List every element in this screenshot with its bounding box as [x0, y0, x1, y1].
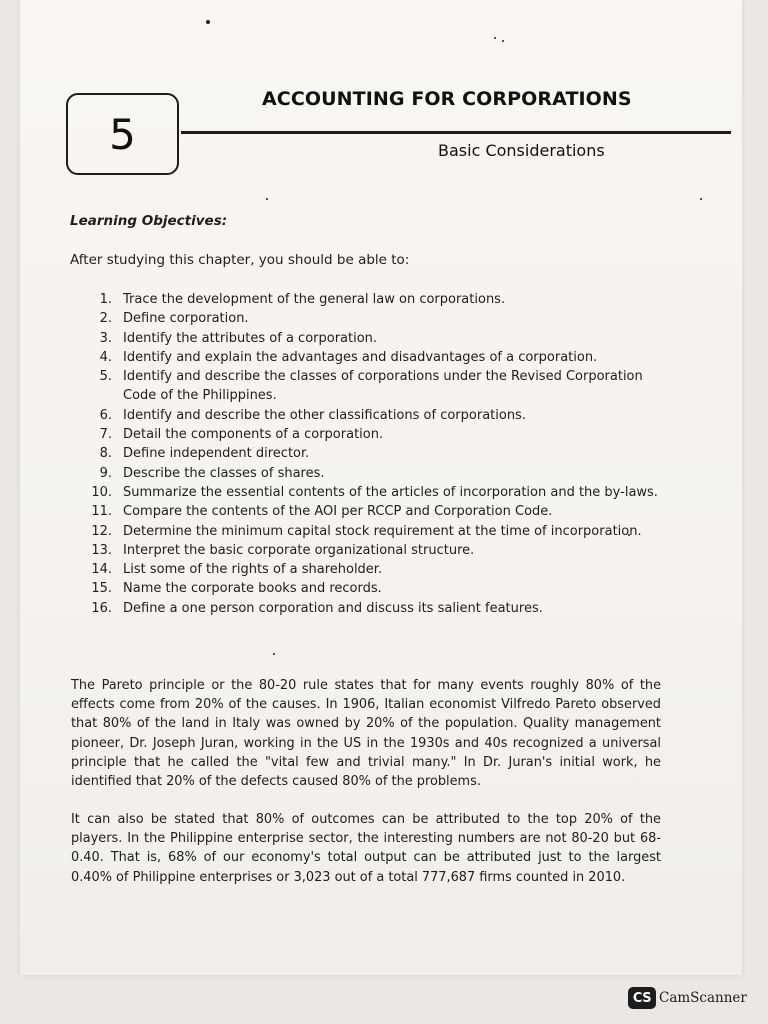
- chapter-number: 5: [109, 109, 136, 159]
- objective-text: List some of the rights of a shareholder.: [123, 562, 383, 578]
- objective-number: 7.: [99, 427, 112, 443]
- chapter-subtitle: Basic Considerations: [438, 141, 605, 160]
- objective-item: [78, 444, 668, 463]
- objective-item: [78, 425, 668, 444]
- objective-item: [78, 464, 668, 483]
- objective-item: [78, 599, 668, 618]
- objective-number: 15.: [91, 581, 112, 597]
- objective-text: Determine the minimum capital stock requirement at the time of incorporation.: [123, 523, 642, 539]
- objective-item: [78, 522, 668, 541]
- objective-item: [78, 290, 668, 309]
- objective-number: 14.: [91, 562, 112, 578]
- objective-text: Identify the attributes of a corporation.: [123, 330, 378, 346]
- objective-item: [78, 406, 668, 425]
- learning-objectives-list: [78, 290, 668, 618]
- objective-text: Interpret the basic corporate organizational structure.: [123, 542, 475, 558]
- scan-speck: [494, 37, 496, 39]
- objective-item: [78, 348, 668, 367]
- objective-text: Define corporation.: [123, 311, 249, 327]
- objective-text: Summarize the essential contents of the articles of incorporation and the by-laws.: [123, 484, 658, 500]
- objective-item: [78, 367, 668, 406]
- objective-number: 11.: [91, 504, 112, 520]
- objective-text: Compare the contents of the AOI per RCCP and Corporation Code.: [123, 504, 553, 520]
- objective-number: 4.: [99, 349, 112, 365]
- learning-objectives-intro: After studying this chapter, you should be able to:: [70, 252, 410, 268]
- objective-number: 6.: [99, 407, 112, 423]
- objective-item: [78, 502, 668, 521]
- body-paragraph-philippine-enterprise: It can also be stated that 80% of outcomes can be attributed to the top 20% of the players. In the Philippine enterprise sector, the interesting numbers are not 80-20 but 68-0.40. That is, 68% of our economy's total output can be attributed just to the largest 0.40% of Philippine enterprises or 3,023 out of a total 777,687 firms counted in 2010.: [71, 812, 661, 885]
- title-rule-divider: [181, 131, 731, 134]
- learning-objectives-heading: Learning Objectives:: [70, 213, 228, 229]
- objective-number: 5.: [99, 369, 112, 385]
- objective-text: Detail the components of a corporation.: [123, 427, 384, 443]
- objective-number: 3.: [99, 330, 112, 346]
- objective-item: [78, 329, 668, 348]
- scan-speck: [206, 20, 210, 24]
- body-paragraph-pareto: The Pareto principle or the 80-20 rule states that for many events roughly 80% of the effects come from 20% of the causes. In 1906, Italian economist Vilfredo Pareto observed that 80% of the land in Italy was owned by 20% of the population. Quality management pioneer, Dr. Joseph Juran, working in the US in the 1930s and 40s recognized a universal principle that he called the "vital few and trivial many." In Dr. Juran's initial work, he identified that 20% of the defects caused 80% of the problems.: [71, 678, 661, 790]
- objective-text: Define a one person corporation and discuss its salient features.: [123, 600, 543, 616]
- objective-number: 10.: [91, 484, 112, 500]
- objective-number: 13.: [91, 542, 112, 558]
- objective-number: 2.: [99, 311, 112, 327]
- scan-speck: [700, 198, 702, 200]
- objective-text: Define independent director.: [123, 446, 310, 462]
- scan-speck: [273, 653, 275, 655]
- chapter-title: ACCOUNTING FOR CORPORATIONS: [262, 88, 632, 110]
- camscanner-logo-icon: CS: [628, 987, 656, 1009]
- objective-number: 16.: [91, 600, 112, 616]
- objective-text: Identify and explain the advantages and disadvantages of a corporation.: [123, 349, 598, 365]
- objective-number: 9.: [99, 465, 112, 481]
- objective-text: Identify and describe the other classifications of corporations.: [123, 407, 526, 423]
- objective-item: [78, 309, 668, 328]
- chapter-number-box: [66, 93, 179, 175]
- objective-number: 1.: [99, 292, 112, 307]
- camscanner-watermark: [628, 987, 747, 1009]
- scan-speck: [266, 198, 268, 200]
- objective-text: Name the corporate books and records.: [123, 581, 382, 597]
- objective-text: Trace the development of the general law on corporations.: [123, 292, 506, 307]
- objective-number: 12.: [91, 523, 112, 539]
- objective-item: [78, 541, 668, 560]
- objective-item: [78, 579, 668, 598]
- objective-item: [78, 560, 668, 579]
- objective-number: 8.: [99, 446, 112, 462]
- objective-text: Describe the classes of shares.: [123, 465, 325, 481]
- scan-speck: [502, 40, 504, 42]
- objective-text: Identify and describe the classes of corporations under the Revised Corporation Code of the Philippines.: [123, 369, 643, 404]
- camscanner-label: CamScanner: [659, 990, 747, 1006]
- objective-item: [78, 483, 668, 502]
